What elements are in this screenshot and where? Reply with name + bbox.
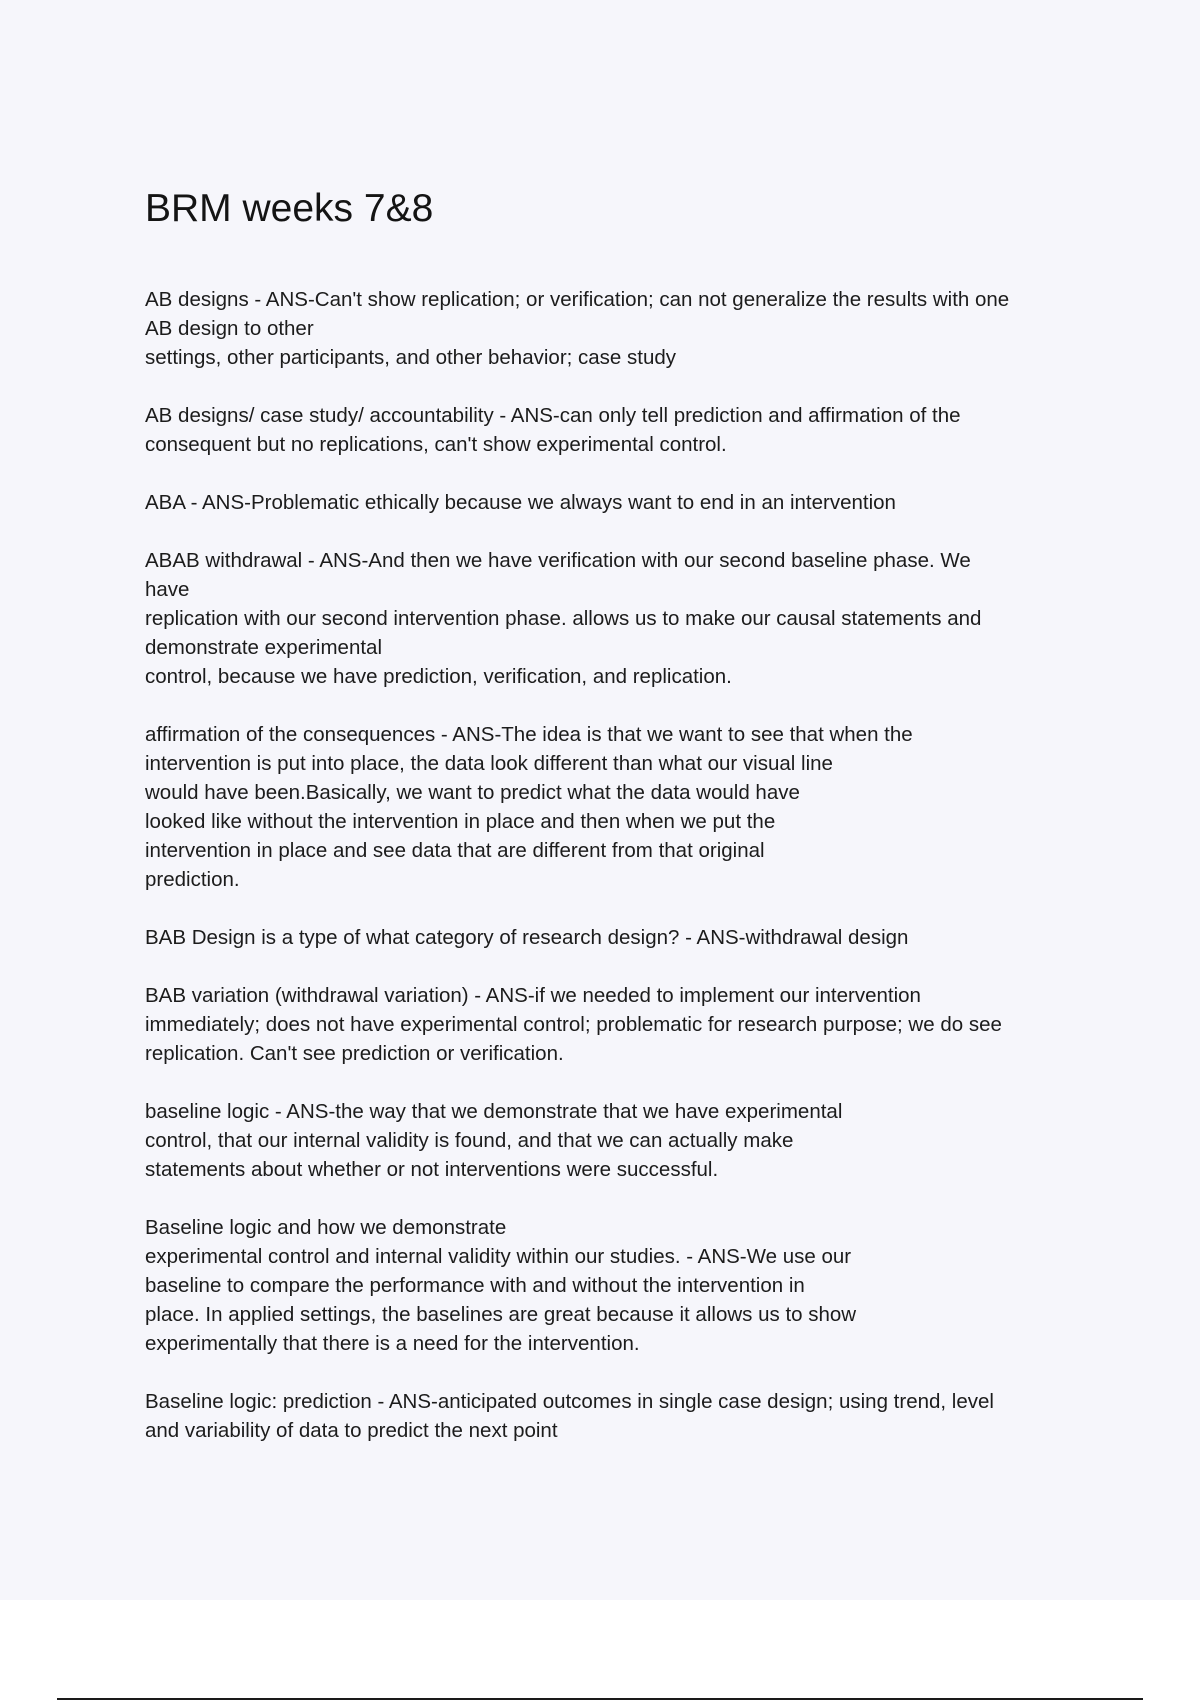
entry-line: affirmation of the consequences - ANS-The idea is that we want to see that when the — [145, 723, 913, 746]
entry-line: place. In applied settings, the baselines are great because it allows us to show — [145, 1303, 857, 1326]
entry-line: ABAB withdrawal - ANS-And then we have verification with our second baseline phase. We — [145, 549, 971, 572]
entry-line: settings, other participants, and other behavior; case study — [145, 346, 677, 369]
entry-line: demonstrate experimental — [145, 636, 383, 659]
entry-line: immediately; does not have experimental control; problematic for research purpose; we do see — [145, 1013, 1002, 1036]
entry-line: control, that our internal validity is found, and that we can actually make — [145, 1129, 794, 1152]
entry-line: intervention is put into place, the data look different than what our visual line — [145, 752, 833, 775]
entry-line: Baseline logic: prediction - ANS-anticipated outcomes in single case design; using trend, level — [145, 1390, 994, 1413]
glossary-entry — [145, 923, 1105, 952]
entry-line: experimental control and internal validity within our studies. - ANS-We use our — [145, 1245, 852, 1268]
entry-line: AB designs - ANS-Can't show replication; or verification; can not generalize the results with one — [145, 288, 1010, 311]
entry-line: replication. Can't see prediction or verification. — [145, 1042, 564, 1065]
entry-line: BAB Design is a type of what category of research design? - ANS-withdrawal design — [145, 926, 909, 949]
entry-line: AB design to other — [145, 317, 314, 340]
glossary-entry — [145, 285, 1105, 372]
entry-line: prediction. — [145, 868, 240, 891]
entry-line: consequent but no replications, can't show experimental control. — [145, 433, 727, 456]
glossary-entry — [145, 720, 1105, 894]
glossary-entry — [145, 1213, 1105, 1358]
entry-list — [145, 285, 1105, 1445]
entry-line: BAB variation (withdrawal variation) - ANS-if we needed to implement our intervention — [145, 984, 921, 1007]
entry-line: control, because we have prediction, verification, and replication. — [145, 665, 732, 688]
document-content — [145, 183, 1105, 1474]
glossary-entry — [145, 401, 1105, 459]
entry-line: baseline to compare the performance with and without the intervention in — [145, 1274, 805, 1297]
entry-line: ABA - ANS-Problematic ethically because we always want to end in an intervention — [145, 491, 896, 514]
entry-line: statements about whether or not interventions were successful. — [145, 1158, 719, 1181]
entry-line: looked like without the intervention in place and then when we put the — [145, 810, 776, 833]
entry-line: would have been.Basically, we want to predict what the data would have — [145, 781, 800, 804]
glossary-entry — [145, 1387, 1105, 1445]
document-title: BRM weeks 7&8 — [145, 187, 434, 230]
entry-line: Baseline logic and how we demonstrate — [145, 1216, 507, 1239]
entry-line: intervention in place and see data that are different from that original — [145, 839, 765, 862]
entry-line: experimentally that there is a need for the intervention. — [145, 1332, 640, 1355]
glossary-entry — [145, 1097, 1105, 1184]
entry-line: have — [145, 578, 190, 601]
glossary-entry — [145, 488, 1105, 517]
entry-line: baseline logic - ANS-the way that we demonstrate that we have experimental — [145, 1100, 843, 1123]
glossary-entry — [145, 546, 1105, 691]
glossary-entry — [145, 981, 1105, 1068]
entry-line: AB designs/ case study/ accountability - ANS-can only tell prediction and affirmation of the — [145, 404, 961, 427]
entry-line: replication with our second intervention phase. allows us to make our causal statements and — [145, 607, 982, 630]
entry-line: and variability of data to predict the next point — [145, 1419, 558, 1442]
